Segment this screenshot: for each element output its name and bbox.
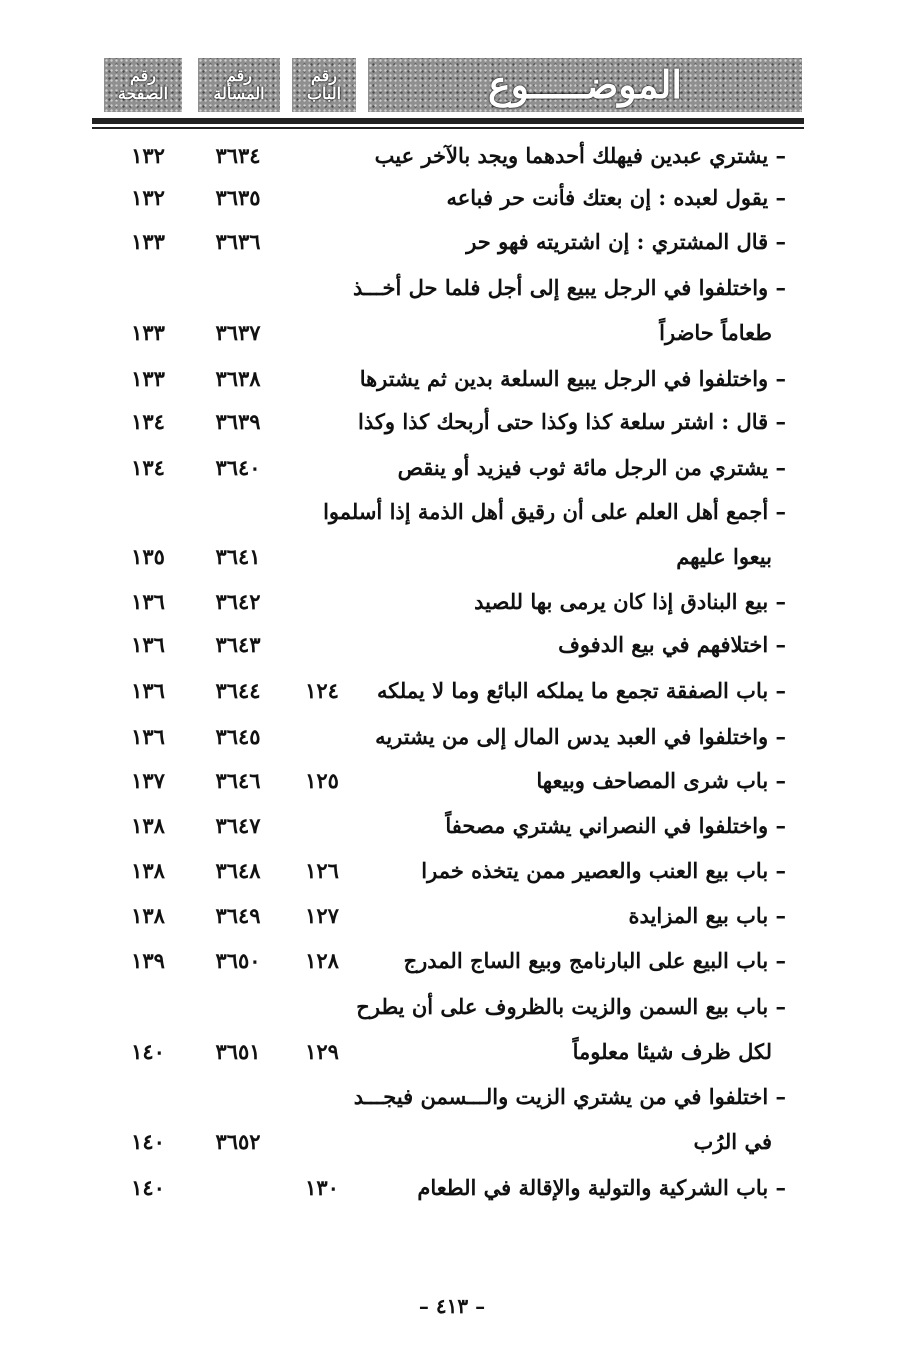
entry-page-number: ١٣٧	[131, 768, 165, 793]
entry-issue-number: ٣٦٣٩	[215, 409, 261, 434]
entry-topic: – باب البيع على البارنامج وبيع الساج المدرج	[403, 948, 786, 973]
entry-page-number: ١٣٤	[131, 409, 165, 434]
entry-chapter-number: ١٢٤	[305, 678, 339, 703]
entry-issue-number: ٣٦٤٦	[215, 768, 261, 793]
entry-topic: – يشتري من الرجل مائة ثوب فيزيد أو ينقص	[397, 455, 786, 480]
entry-page-number: ١٤٠	[131, 1129, 165, 1154]
table-row	[0, 1170, 904, 1206]
table-row	[0, 853, 904, 889]
table-row	[0, 450, 904, 486]
header-page	[104, 58, 182, 112]
entry-issue-number: ٣٦٣٧	[215, 320, 261, 345]
entry-page-number: ١٤٠	[131, 1039, 165, 1064]
table-row	[0, 584, 904, 620]
table-row-first-line	[0, 1079, 904, 1115]
entry-topic-continuation: بيعوا عليهم	[676, 544, 772, 569]
entry-page-number: ١٣٦	[131, 589, 165, 614]
entry-page-number: ١٣٦	[131, 724, 165, 749]
entry-topic: – واختلفوا في النصراني يشتري مصحفاً	[445, 813, 786, 838]
table-row-first-line	[0, 270, 904, 306]
table-row	[0, 898, 904, 934]
entry-issue-number: ٣٦٤١	[215, 544, 261, 569]
header-issue	[198, 58, 280, 112]
table-row	[0, 943, 904, 979]
table-row	[0, 673, 904, 709]
table-row-first-line	[0, 494, 904, 530]
entry-chapter-number: ١٢٨	[305, 948, 339, 973]
header-issue-label-line2: المسألة	[213, 84, 265, 103]
table-row	[0, 627, 904, 663]
table-header	[98, 58, 802, 112]
entry-page-number: ١٣٦	[131, 632, 165, 657]
entry-chapter-number: ١٢٥	[305, 768, 339, 793]
entry-topic: – باب الشركية والتولية والإقالة في الطعام	[417, 1175, 786, 1200]
entry-page-number: ١٣٤	[131, 455, 165, 480]
header-page-label-line2: الصفحة	[117, 84, 169, 103]
entry-chapter-number: ١٢٩	[305, 1039, 339, 1064]
entry-topic: – أجمع أهل العلم على أن رقيق أهل الذمة إذا أسلموا	[323, 499, 786, 524]
header-divider	[92, 118, 804, 124]
header-divider-thin	[92, 127, 804, 129]
entry-issue-number: ٣٦٣٤	[215, 143, 261, 168]
entry-issue-number: ٣٦٤٣	[215, 632, 261, 657]
entry-page-number: ١٣٢	[131, 143, 165, 168]
header-topic-label: الموضـــــوع	[488, 62, 682, 108]
entry-page-number: ١٣٨	[131, 903, 165, 928]
table-row	[0, 763, 904, 799]
entry-page-number: ١٣٣	[131, 320, 165, 345]
table-row-first-line	[0, 989, 904, 1025]
header-chapter-label-line1: رقم	[310, 66, 338, 86]
entry-topic: – يشتري عبدين فيهلك أحدهما ويجد بالآخر عيب	[374, 143, 786, 168]
entry-topic: – بيع البنادق إذا كان يرمى بها للصيد	[474, 589, 786, 614]
table-row	[0, 539, 904, 575]
entry-issue-number: ٣٦٤٥	[215, 724, 261, 749]
entry-issue-number: ٣٦٤٠	[215, 455, 261, 480]
entry-topic: – يقول لعبده : إن بعتك فأنت حر فباعه	[446, 185, 786, 210]
entry-issue-number: ٣٦٤٢	[215, 589, 261, 614]
header-topic	[368, 58, 802, 112]
table-row	[0, 404, 904, 440]
entry-issue-number: ٣٦٤٩	[215, 903, 261, 928]
table-row	[0, 1034, 904, 1070]
entry-page-number: ١٤٠	[131, 1175, 165, 1200]
entry-page-number: ١٣٥	[131, 544, 165, 569]
entry-topic-continuation: في الرُب	[693, 1129, 772, 1154]
header-page-label-line1: رقم	[129, 66, 157, 86]
entry-topic: – باب بيع المزايدة	[628, 903, 786, 928]
table-row	[0, 180, 904, 216]
page-number: – ٤١٣ –	[418, 1294, 486, 1318]
entry-topic-continuation: لكل ظرف شيئا معلوماً	[572, 1039, 772, 1064]
entry-chapter-number: ١٢٧	[305, 903, 339, 928]
entry-issue-number: ٣٦٣٨	[215, 366, 261, 391]
entry-topic-continuation: طعاماً حاضراً	[659, 320, 772, 345]
entry-topic: – باب الصفقة تجمع ما يملكه البائع وما لا يملكه	[377, 678, 786, 703]
entry-chapter-number: ١٢٦	[305, 858, 339, 883]
table-row	[0, 315, 904, 351]
entry-topic: – واختلفوا في الرجل يبيع السلعة بدين ثم يشترها	[359, 366, 786, 391]
entry-topic: – واختلفوا في العبد يدس المال إلى من يشتريه	[375, 724, 786, 749]
entry-issue-number: ٣٦٤٧	[215, 813, 261, 838]
table-row	[0, 138, 904, 174]
table-row	[0, 1124, 904, 1160]
table-row	[0, 808, 904, 844]
entry-issue-number: ٣٦٣٦	[215, 229, 261, 254]
entry-issue-number: ٣٦٣٥	[215, 185, 261, 210]
entry-page-number: ١٣٣	[131, 366, 165, 391]
entry-page-number: ١٣٨	[131, 813, 165, 838]
header-issue-label-line1: رقم	[225, 66, 253, 86]
entry-issue-number: ٣٦٥٢	[215, 1129, 261, 1154]
table-row	[0, 224, 904, 260]
header-chapter	[292, 58, 356, 112]
entry-issue-number: ٣٦٥١	[215, 1039, 261, 1064]
entry-page-number: ١٣٩	[131, 948, 165, 973]
entry-topic: – اختلفوا في من يشتري الزيت والـــسمن فيجـــد	[353, 1084, 786, 1109]
entry-page-number: ١٣٢	[131, 185, 165, 210]
entry-topic: – باب شرى المصاحف وبيعها	[536, 768, 786, 793]
entry-issue-number: ٣٦٥٠	[215, 948, 261, 973]
entry-topic: – اختلافهم في بيع الدفوف	[558, 632, 786, 657]
entry-chapter-number: ١٣٠	[305, 1175, 339, 1200]
entry-topic: – قال : اشتر سلعة كذا وكذا حتى أربحك كذا وكذا	[358, 409, 786, 434]
entry-page-number: ١٣٨	[131, 858, 165, 883]
entry-topic: – قال المشتري : إن اشتريته فهو حر	[466, 229, 786, 254]
header-chapter-label-line2: الباب	[306, 84, 342, 103]
entry-issue-number: ٣٦٤٨	[215, 858, 261, 883]
entry-topic: – باب بيع العنب والعصير ممن يتخذه خمرا	[421, 858, 786, 883]
entry-topic: – واختلفوا في الرجل يبيع إلى أجل فلما حل أخـــذ	[353, 275, 786, 300]
entry-page-number: ١٣٣	[131, 229, 165, 254]
table-row	[0, 719, 904, 755]
entry-page-number: ١٣٦	[131, 678, 165, 703]
entry-topic: – باب بيع السمن والزيت بالظروف على أن يطرح	[356, 994, 786, 1019]
table-row	[0, 361, 904, 397]
entry-issue-number: ٣٦٤٤	[215, 678, 261, 703]
